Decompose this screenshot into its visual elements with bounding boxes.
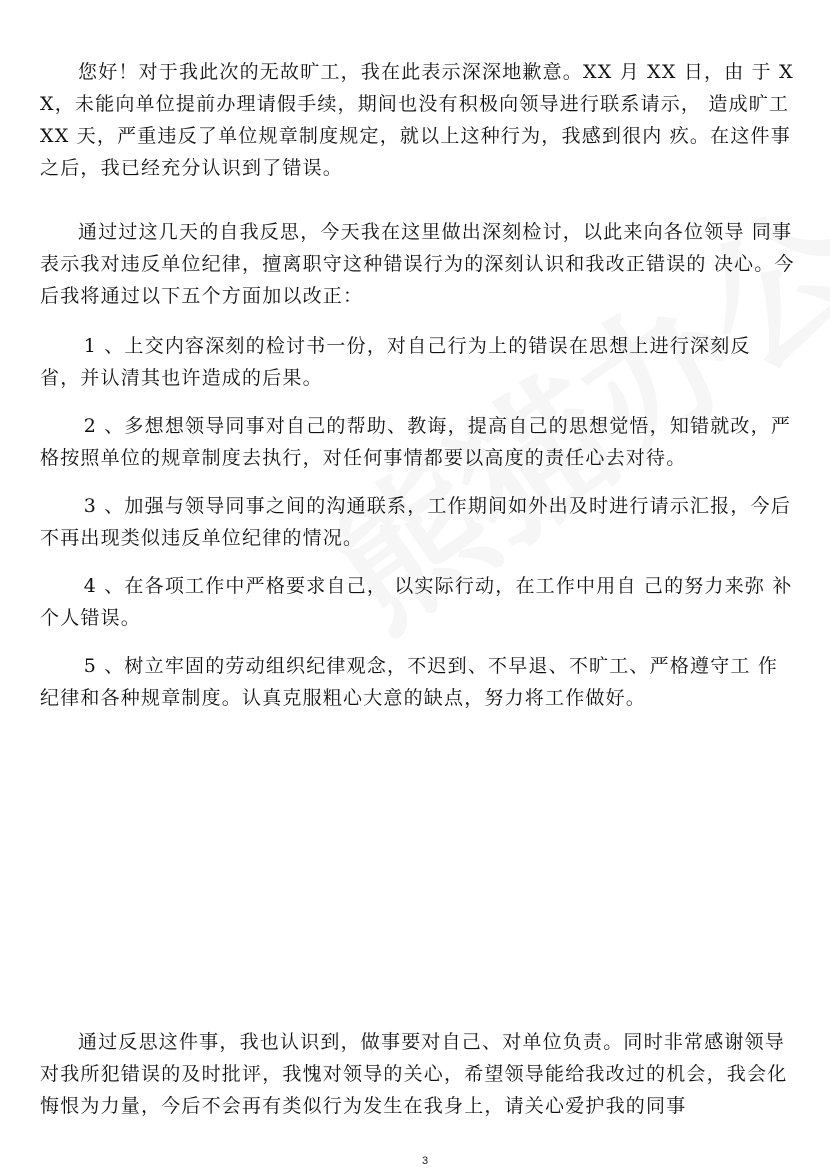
page-number: 3: [421, 1155, 429, 1167]
paragraph-reflection: 通过过这几天的自我反思，今天我在这里做出深刻检讨，以此来向各位领导 同事表示我对违反单位纪律，擅离职守这种错误行为的深刻认识和我改正错误的 决心。今后我将通过以下五个方面加以改正：: [40, 221, 795, 307]
list-item-3: 3 、加强与领导同事之间的沟通联系，工作期间如外出及时进行请示汇报，今后不再出现类似违反单位纪律的情况。: [40, 495, 792, 549]
list-item-4: 4 、在各项工作中严格要求自己， 以实际行动，在工作中用自 己的努力来弥 补个人错误。: [40, 575, 793, 629]
paragraph-apology: 您好！对于我此次的无故旷工，我在此表示深深地歉意。XX 月 XX 日，由 于 XX，未能向单位提前办理请假手续，期间也没有积极向领导进行联系请示， 造成旷工 XX 天，严重违反了单位规章制度规定，就以上这种行为，我感到很内 疚。在这件事之后，我已经充分认识到了错误。: [40, 61, 794, 179]
list-item-5: 5 、树立牢固的劳动组织纪律观念，不迟到、不早退、不旷工、严格遵守工 作纪律和各种规章制度。认真克服粗心大意的缺点，努力将工作做好。: [40, 655, 779, 709]
list-item-1: 1 、上交内容深刻的检讨书一份，对自己行为上的错误在思想上进行深刻反 省，并认清其也许造成的后果。: [40, 335, 751, 389]
paragraph-conclusion: 通过反思这件事，我也认识到，做事要对自己、对单位负责。同时非常感谢领导对我所犯错误的及时批评，我愧对领导的关心，希望领导能给我改过的机会，我会化悔恨为力量，今后不会再有类似行为发生在我身上，请关心爱护我的同事: [40, 1031, 788, 1117]
list-item-2: 2 、多想想领导同事对自己的帮助、教诲，提高自己的思想觉悟，知错就改，严格按照单位的规章制度去执行，对任何事情都要以高度的责任心去对待。: [40, 415, 792, 469]
